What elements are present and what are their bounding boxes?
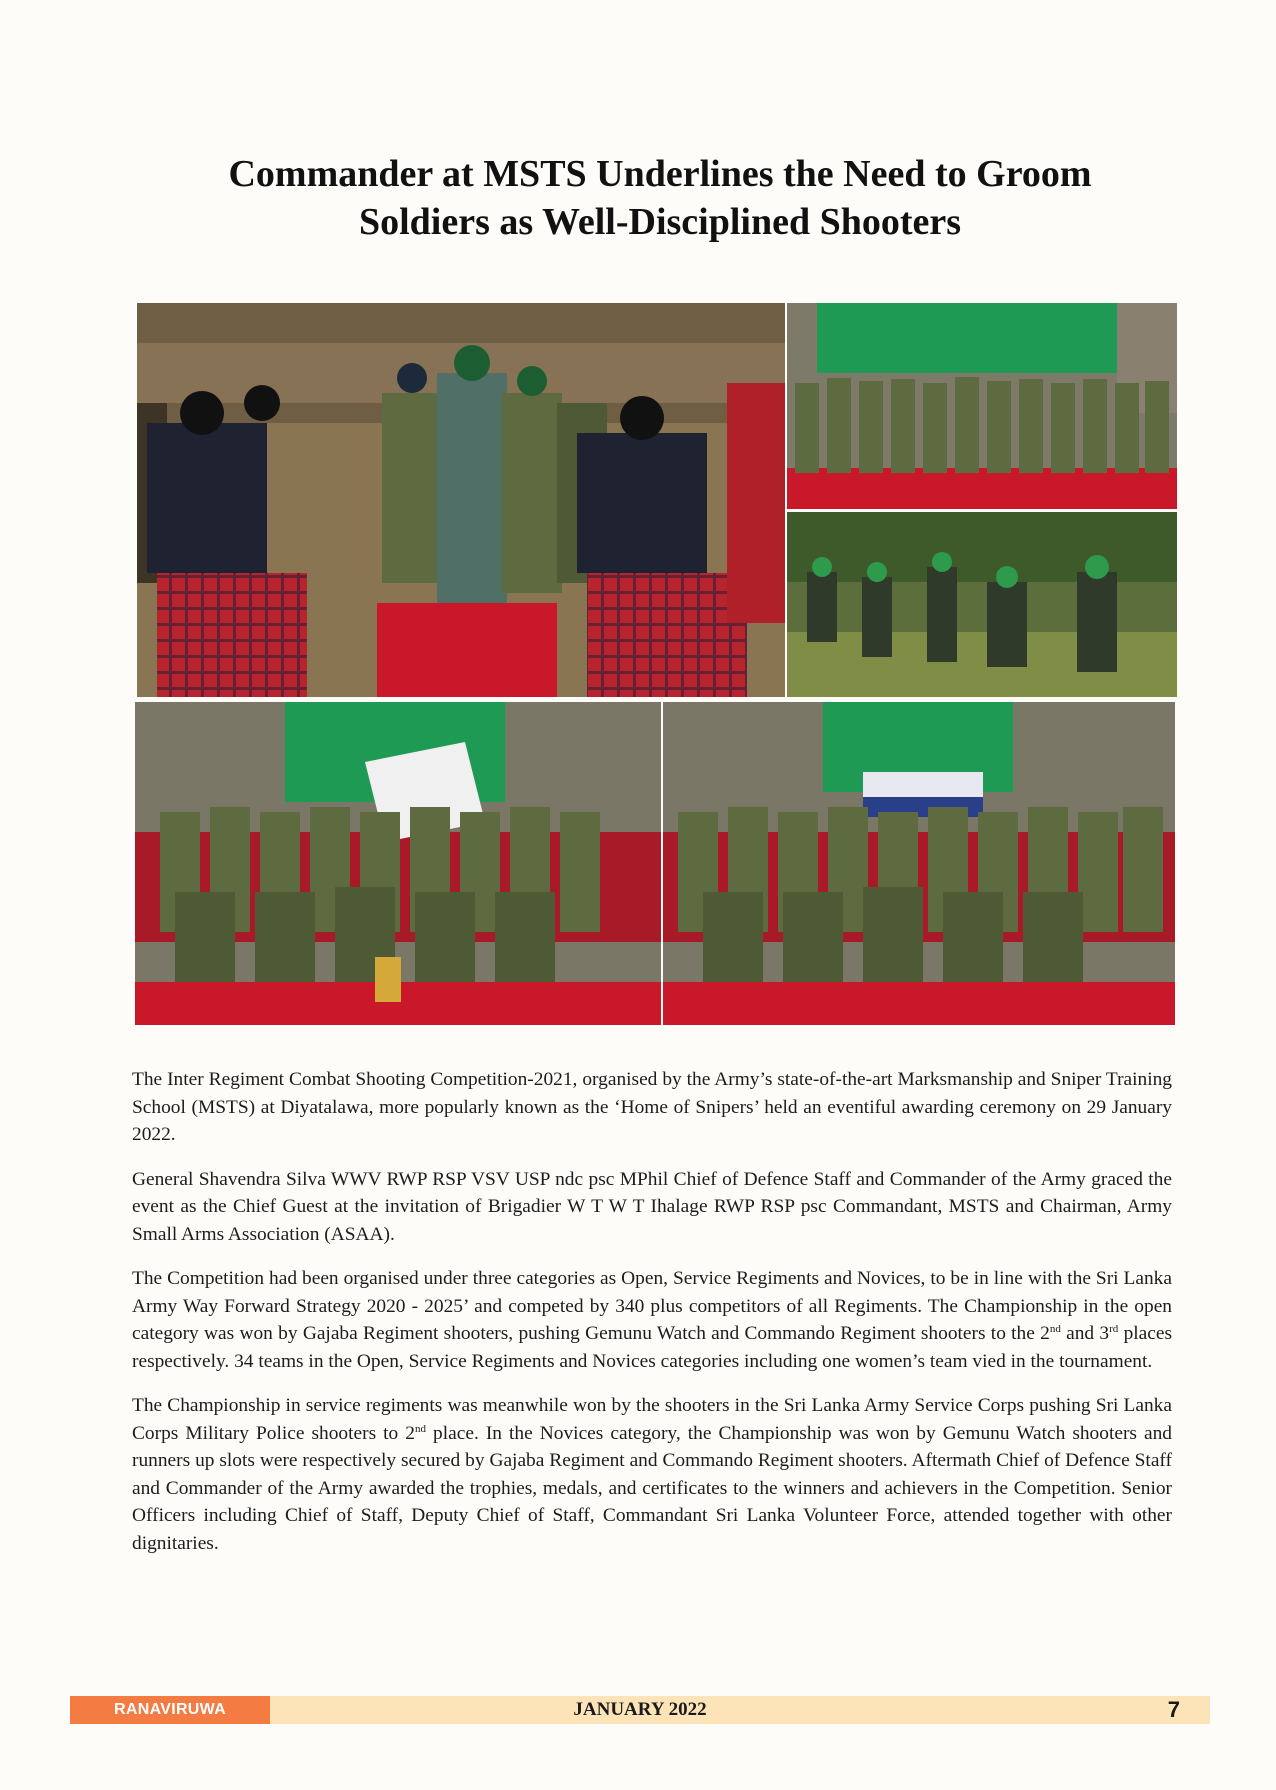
article-body [132, 1066, 1172, 1574]
page-title [140, 150, 1180, 246]
title-line-1: Commander at MSTS Underlines the Need to Groom [228, 153, 1092, 195]
group-photo-with-trophies-1 [135, 702, 661, 1025]
article-paragraph-2: General Shavendra Silva WWV RWP RSP VSV USP ndc psc MPhil Chief of Defence Staff and Commander of the Army graced the event as the Chief Guest at the invitation of Brigadier W T W T Ihalage RWP RSP psc Commandant, MSTS and Chairman, Army Small Arms Association (ASAA). [132, 1168, 1172, 1245]
magazine-name: RANAVIRUWA [70, 1696, 270, 1724]
article-paragraph-3: The Competition had been organised under three categories as Open, Service Regiments and Novices, to be in line with the Sri Lanka Army Way Forward Strategy 2020 - 2025’ and competed by 340 plus competitors of all Regiments. The Championship in the open category was won by Gajaba Regiment shooters, pushing Gemunu Watch and Commando Regiment shooters to the 2nd and 3rd places respectively. 34 teams in the Open, Service Regiments and Novices categories including one women’s team vied in the tournament. [132, 1268, 1173, 1372]
article-paragraph-1: The Inter Regiment Combat Shooting Competition-2021, organised by the Army’s state-of-the-art Marksmanship and Sniper Training School (MSTS) at Diyatalawa, more popularly known as the ‘Home of Snipers’ held an eventiful awarding ceremony on 29 January 2022. [132, 1069, 1172, 1145]
page-number: 7 [1167, 1697, 1180, 1722]
award-winners-lineup-photo [787, 303, 1177, 509]
page-footer [70, 1696, 1210, 1724]
group-photo-with-trophies-2 [663, 702, 1175, 1025]
issue-date: JANUARY 2022 [573, 1699, 707, 1720]
title-line-2: Soldiers as Well-Disciplined Shooters [358, 201, 962, 243]
pipers-procession-photo [137, 303, 785, 697]
shooters-kneeling-demo-photo [787, 512, 1177, 697]
article-paragraph-4: The Championship in service regiments was meanwhile won by the shooters in the Sri Lanka Army Service Corps pushing Sri Lanka Corps Military Police shooters to 2nd place. In the Novices category, the Championship was won by Gemunu Watch shooters and runners up slots were respectively secured by Gajaba Regiment and Commando Regiment shooters. Aftermath Chief of Defence Staff and Commander of the Army awarded the trophies, medals, and certificates to the winners and achievers in the Competition. Senior Officers including Chief of Staff, Deputy Chief of Staff, Commandant Sri Lanka Volunteer Force, attended together with other dignitaries. [132, 1395, 1172, 1554]
